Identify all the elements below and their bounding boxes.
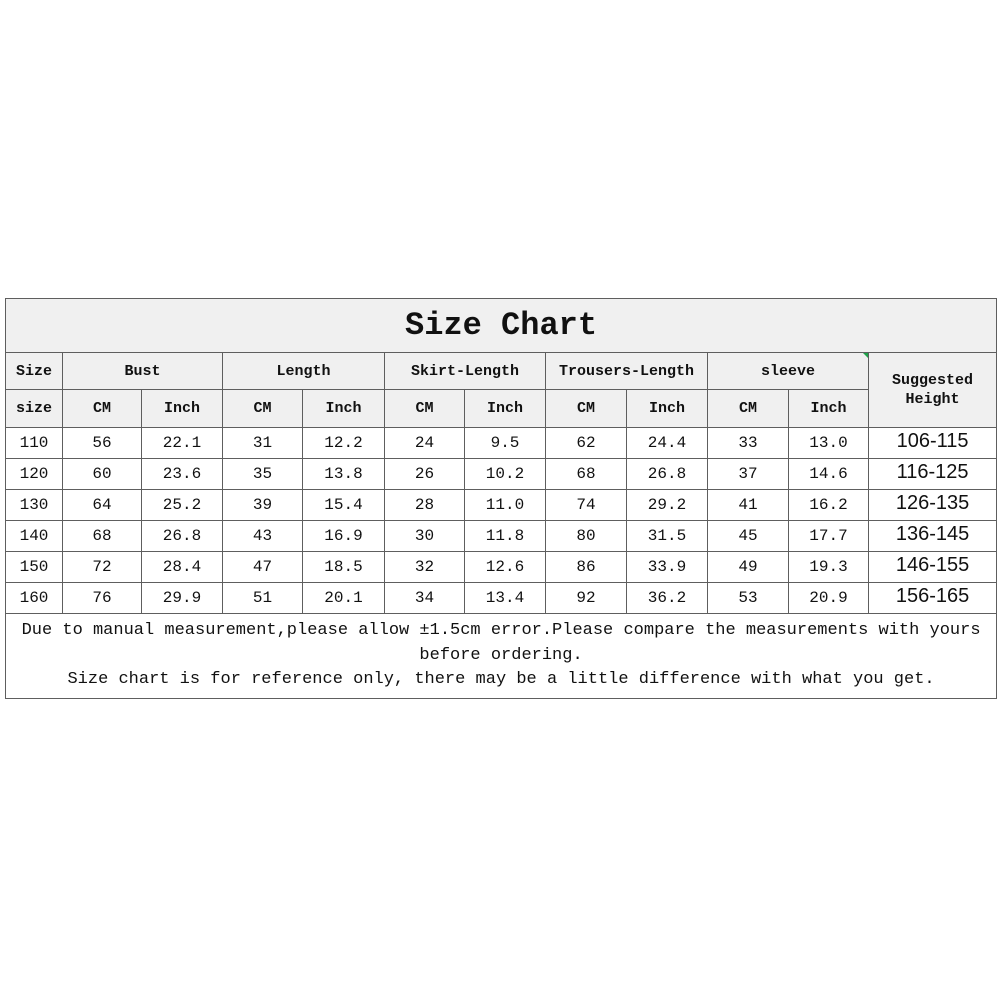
sleeve-cm-cell: 41	[708, 490, 789, 521]
skirt-length-inch-cell: 10.2	[465, 459, 546, 490]
trousers-length-cm-cell: 86	[546, 552, 627, 583]
length-cm-cell: 51	[223, 583, 303, 614]
bust-inch-header: Inch	[142, 390, 223, 428]
trousers-length-inch-cell: 26.8	[627, 459, 708, 490]
suggested-height-cell: 116-125	[869, 459, 997, 490]
bust-cm-cell: 56	[63, 428, 142, 459]
skirt-length-inch-cell: 11.8	[465, 521, 546, 552]
sleeve-header	[708, 353, 869, 390]
trousers-length-inch-cell: 24.4	[627, 428, 708, 459]
notes-row	[6, 614, 997, 699]
table-row	[6, 552, 997, 583]
trousers-length-cm-cell: 74	[546, 490, 627, 521]
skirt-length-cm-cell: 30	[385, 521, 465, 552]
size-chart-table	[5, 298, 997, 699]
size-cell: 130	[6, 490, 63, 521]
size-cell: 140	[6, 521, 63, 552]
notes-section	[6, 614, 997, 699]
length-inch-cell: 12.2	[303, 428, 385, 459]
sleeve-cm-cell: 37	[708, 459, 789, 490]
suggested-height-cell: 146-155	[869, 552, 997, 583]
trousers-length-inch-cell: 29.2	[627, 490, 708, 521]
table-row	[6, 428, 997, 459]
skirt-length-cm-cell: 26	[385, 459, 465, 490]
table-row	[6, 521, 997, 552]
sleeve-inch-cell: 19.3	[789, 552, 869, 583]
length-header: Length	[223, 353, 385, 390]
skirt-length-cm-cell: 32	[385, 552, 465, 583]
table-row	[6, 490, 997, 521]
sleeve-inch-cell: 17.7	[789, 521, 869, 552]
length-cm-cell: 43	[223, 521, 303, 552]
trousers-length-header: Trousers-Length	[546, 353, 708, 390]
sleeve-cm-cell: 33	[708, 428, 789, 459]
size-header: Size	[6, 353, 63, 390]
skirt-length-inch-cell: 12.6	[465, 552, 546, 583]
table-row	[6, 583, 997, 614]
suggested-height-header: Suggested Height	[869, 353, 997, 428]
size-cell: 110	[6, 428, 63, 459]
bust-inch-cell: 23.6	[142, 459, 223, 490]
sleeve-inch-cell: 14.6	[789, 459, 869, 490]
suggested-height-cell: 156-165	[869, 583, 997, 614]
reference-note: Size chart is for reference only, there may be a little difference with what you get.	[67, 670, 935, 690]
trousers-length-cm-cell: 68	[546, 459, 627, 490]
bust-inch-cell: 29.9	[142, 583, 223, 614]
bust-cm-cell: 60	[63, 459, 142, 490]
suggested-height-cell: 106-115	[869, 428, 997, 459]
skirt-length-header: Skirt-Length	[385, 353, 546, 390]
size-cell: 150	[6, 552, 63, 583]
length-inch-cell: 18.5	[303, 552, 385, 583]
length-cm-cell: 35	[223, 459, 303, 490]
skirt-length-cm-cell: 24	[385, 428, 465, 459]
trousers-length-inch-cell: 31.5	[627, 521, 708, 552]
size-subheader: size	[6, 390, 63, 428]
trousers-length-inch-cell: 33.9	[627, 552, 708, 583]
trousers-length-cm-cell: 92	[546, 583, 627, 614]
header-row-groups	[6, 353, 997, 390]
chart-title: Size Chart	[6, 299, 997, 353]
trousers-length-inch-cell: 36.2	[627, 583, 708, 614]
bust-inch-cell: 26.8	[142, 521, 223, 552]
length-cm-cell: 39	[223, 490, 303, 521]
bust-cm-cell: 76	[63, 583, 142, 614]
length-inch-header: Inch	[303, 390, 385, 428]
sleeve-inch-header: Inch	[789, 390, 869, 428]
bust-cm-cell: 64	[63, 490, 142, 521]
sleeve-cm-header: CM	[708, 390, 789, 428]
sleeve-header-label: sleeve	[760, 362, 815, 380]
sleeve-inch-cell: 20.9	[789, 583, 869, 614]
bust-cm-cell: 68	[63, 521, 142, 552]
length-inch-cell: 16.9	[303, 521, 385, 552]
skirt-length-inch-cell: 11.0	[465, 490, 546, 521]
skirt-length-inch-header: Inch	[465, 390, 546, 428]
title-row	[6, 299, 997, 353]
table-row	[6, 459, 997, 490]
size-cell: 160	[6, 583, 63, 614]
skirt-length-cm-header: CM	[385, 390, 465, 428]
trousers-length-cm-header: CM	[546, 390, 627, 428]
length-inch-cell: 13.8	[303, 459, 385, 490]
sleeve-inch-cell: 13.0	[789, 428, 869, 459]
sleeve-cm-cell: 49	[708, 552, 789, 583]
skirt-length-cm-cell: 28	[385, 490, 465, 521]
sleeve-cm-cell: 53	[708, 583, 789, 614]
bust-cm-cell: 72	[63, 552, 142, 583]
sleeve-inch-cell: 16.2	[789, 490, 869, 521]
measurement-note: Due to manual measurement,please allow ±1.5cm error.Please compare the measurements with yours before ordering.	[21, 621, 981, 665]
comment-indicator-icon	[863, 353, 868, 358]
bust-header: Bust	[63, 353, 223, 390]
bust-cm-header: CM	[63, 390, 142, 428]
trousers-length-cm-cell: 80	[546, 521, 627, 552]
trousers-length-cm-cell: 62	[546, 428, 627, 459]
trousers-length-inch-header: Inch	[627, 390, 708, 428]
length-inch-cell: 15.4	[303, 490, 385, 521]
skirt-length-cm-cell: 34	[385, 583, 465, 614]
bust-inch-cell: 25.2	[142, 490, 223, 521]
length-cm-header: CM	[223, 390, 303, 428]
skirt-length-inch-cell: 13.4	[465, 583, 546, 614]
suggested-height-cell: 126-135	[869, 490, 997, 521]
header-row-units	[6, 390, 997, 428]
length-cm-cell: 47	[223, 552, 303, 583]
length-inch-cell: 20.1	[303, 583, 385, 614]
sleeve-cm-cell: 45	[708, 521, 789, 552]
bust-inch-cell: 28.4	[142, 552, 223, 583]
size-cell: 120	[6, 459, 63, 490]
length-cm-cell: 31	[223, 428, 303, 459]
skirt-length-inch-cell: 9.5	[465, 428, 546, 459]
bust-inch-cell: 22.1	[142, 428, 223, 459]
suggested-height-cell: 136-145	[869, 521, 997, 552]
